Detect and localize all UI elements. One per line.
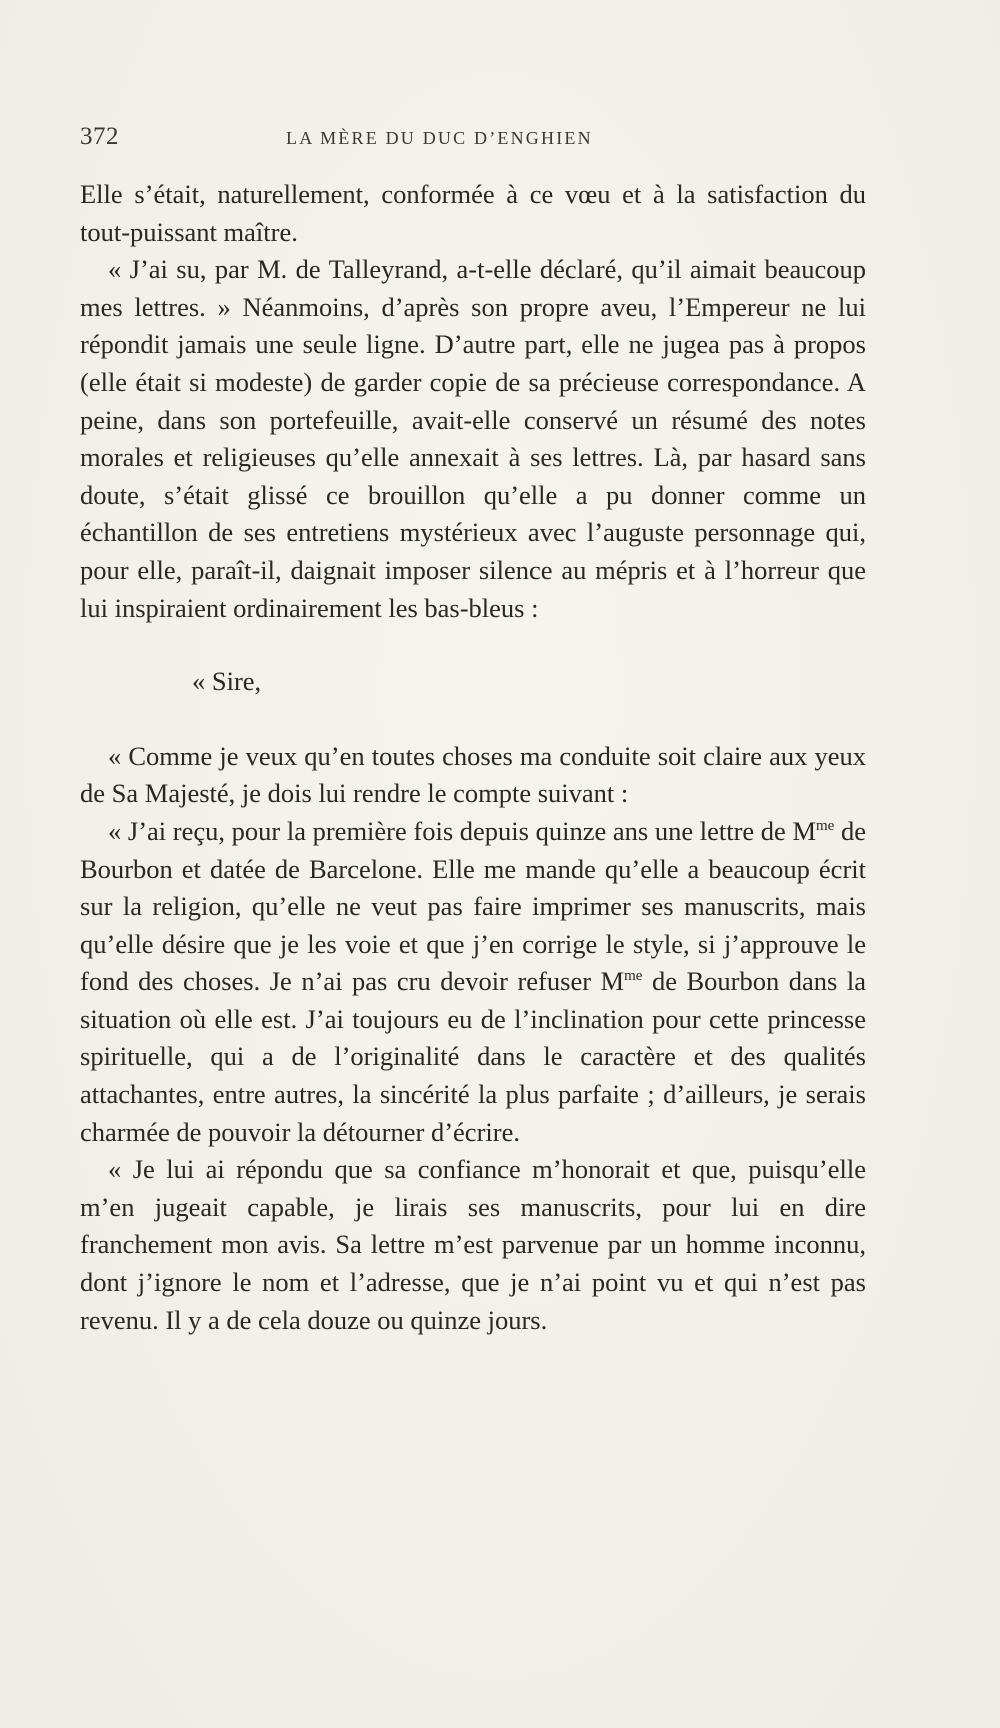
paragraph (80, 176, 866, 251)
paragraph-text: « Je lui ai répondu que sa confiance m’honorait et que, puisqu’elle m’en jugeait capable, je lirais ses manuscrits, pour lui en dire franchement mon avis. Sa lettre m’est parvenue par un homme inconnu, dont j’ignore le nom et l’adresse, que je n’ai point vu et qui n’est pas revenu. Il y a de cela douze ou quinze jours. (80, 1154, 866, 1335)
paragraph-text: de Bourbon et datée de Barcelone. Elle me mande qu’elle a beaucoup écrit sur la religion, qu’elle ne veut pas faire imprimer ses manuscrits, mais qu’elle désire que je les voie et que j’en corrige le style, si j’approuve le fond des choses. Je n’ai pas cru devoir refuser M (80, 815, 866, 997)
running-head (80, 123, 856, 153)
superscript: me (816, 817, 835, 834)
paragraph (80, 251, 866, 627)
superscript: me (624, 968, 643, 985)
running-title: LA MÈRE DU DUC D’ENGHIEN (286, 128, 593, 148)
paragraph-text: « Comme je veux qu’en toutes choses ma conduite soit claire aux yeux de Sa Majesté, je dois lui rendre le compte suivant : (80, 740, 866, 809)
page-number: 372 (80, 123, 119, 150)
letter-salutation (80, 663, 866, 701)
paragraph (80, 813, 866, 1151)
paragraph-text: « J’ai su, par M. de Talleyrand, a-t-elle déclaré, qu’il aimait beaucoup mes lettres. » Néanmoins, d’après son propre aveu, l’Empereur ne lui répondit jamais une seule ligne. D’autre part, elle ne jugea pas à propos (elle était si modeste) de garder copie de sa précieuse correspondance. A peine, dans son portefeuille, avait-elle conservé un résumé des notes morales et religieuses qu’elle annexait à ses lettres. Là, par hasard sans doute, s’était glissé ce brouillon qu’elle a pu donner comme un échantillon de ses entretiens mystérieux avec l’auguste personnage qui, pour elle, paraît-il, daignait imposer silence au mépris et à l’horreur que lui inspiraient ordinairement les bas-bleus : (80, 254, 866, 623)
paragraph-text: de Bourbon dans la situation où elle est. J’ai toujours eu de l’inclination pour cette princesse spirituelle, qui a de l’originalité dans le caractère et des qualités attachantes, entre autres, la sincérité la plus parfaite ; d’ailleurs, je serais charmée de pouvoir la détourner d’écrire. (80, 966, 866, 1147)
paragraph-text: Elle s’était, naturellement, conformée à ce vœu et à la satisfaction du tout-puissant maître. (80, 179, 866, 247)
salutation-text: « Sire, (192, 666, 262, 697)
paragraph (80, 738, 866, 813)
body-text (80, 176, 866, 1339)
paragraph-text: « J’ai reçu, pour la première fois depuis quinze ans une lettre de M (108, 815, 817, 846)
paragraph (80, 1151, 866, 1339)
